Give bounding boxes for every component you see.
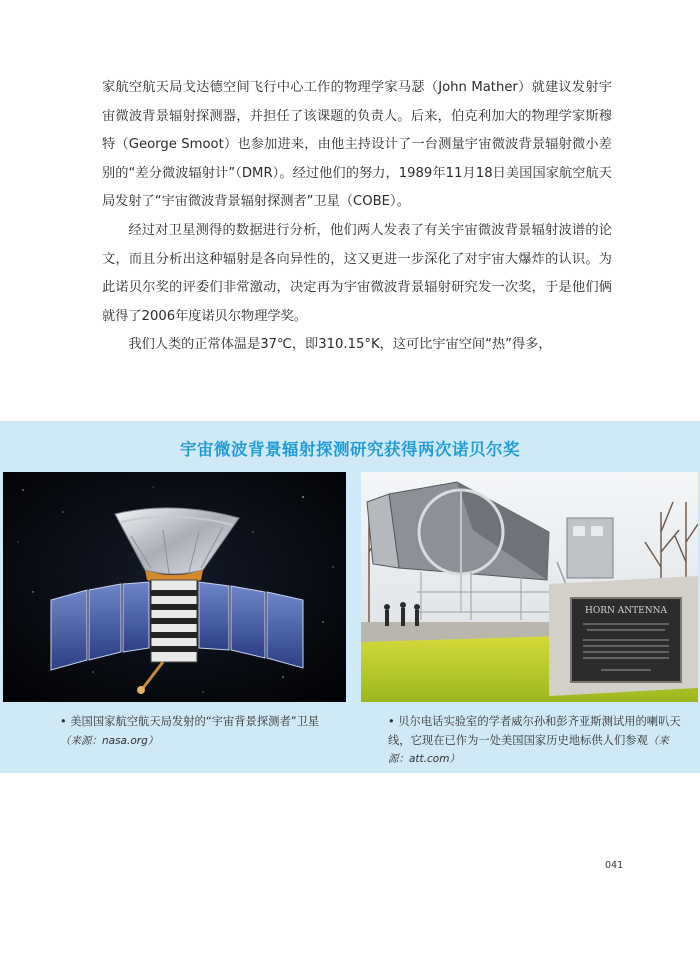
paragraph-1: 家航空航天局戈达德空间飞行中心工作的物理学家马瑟（John Mather）就建议发射宇宙微波背景辐射探测器，并担任了该课题的负责人。后来，伯克利加大的物理学家斯穆特（George Smoot）也参加进来，由他主持设计了一台测量宇宙微波背景辐射微小差别的“差分微波辐射计”（DMR）。经过他们的努力，1989年11月18日美国国家航空航天局发射了“宇宙微波背景辐射探测者”卫星（COBE）。 <box>102 80 612 210</box>
page-number: 041 <box>605 860 624 871</box>
left-caption-source: （来源：nasa.org） <box>60 734 159 747</box>
paragraph-3: 我们人类的正常体温是37℃，即310.15°K，这可比宇宙空间“热”得多， <box>128 337 552 353</box>
left-caption <box>60 713 330 750</box>
sidebar-panel <box>0 421 700 773</box>
right-caption-text: • 贝尔电话实验室的学者威尔孙和彭齐亚斯测试用的喇叭天线，它现在已作为一处美国国家历史地标供人们参观 <box>388 715 681 747</box>
cobe-satellite-photo <box>3 472 346 702</box>
left-caption-text: • 美国国家航空航天局发射的“宇宙背景探测者”卫星 <box>60 715 320 728</box>
right-caption-source: （来源：att.com） <box>388 734 669 765</box>
panel-title: 宇宙微波背景辐射探测研究获得两次诺贝尔奖 <box>180 440 520 459</box>
paragraph-2: 经过对卫星测得的数据进行分析，他们两人发表了有关宇宙微波背景辐射波谱的论文，而且分析出这种辐射是各向异性的，这又更进一步深化了对宇宙大爆炸的认识。为此诺贝尔奖的评委们非常激动，决定再为宇宙微波背景辐射研究发一次奖，于是他们俩就得了2006年度诺贝尔物理学奖。 <box>102 222 612 324</box>
right-caption <box>388 713 688 769</box>
horn-antenna-photo <box>361 472 698 702</box>
plaque-title: HORN ANTENNA <box>585 606 667 616</box>
body-text <box>102 74 612 360</box>
